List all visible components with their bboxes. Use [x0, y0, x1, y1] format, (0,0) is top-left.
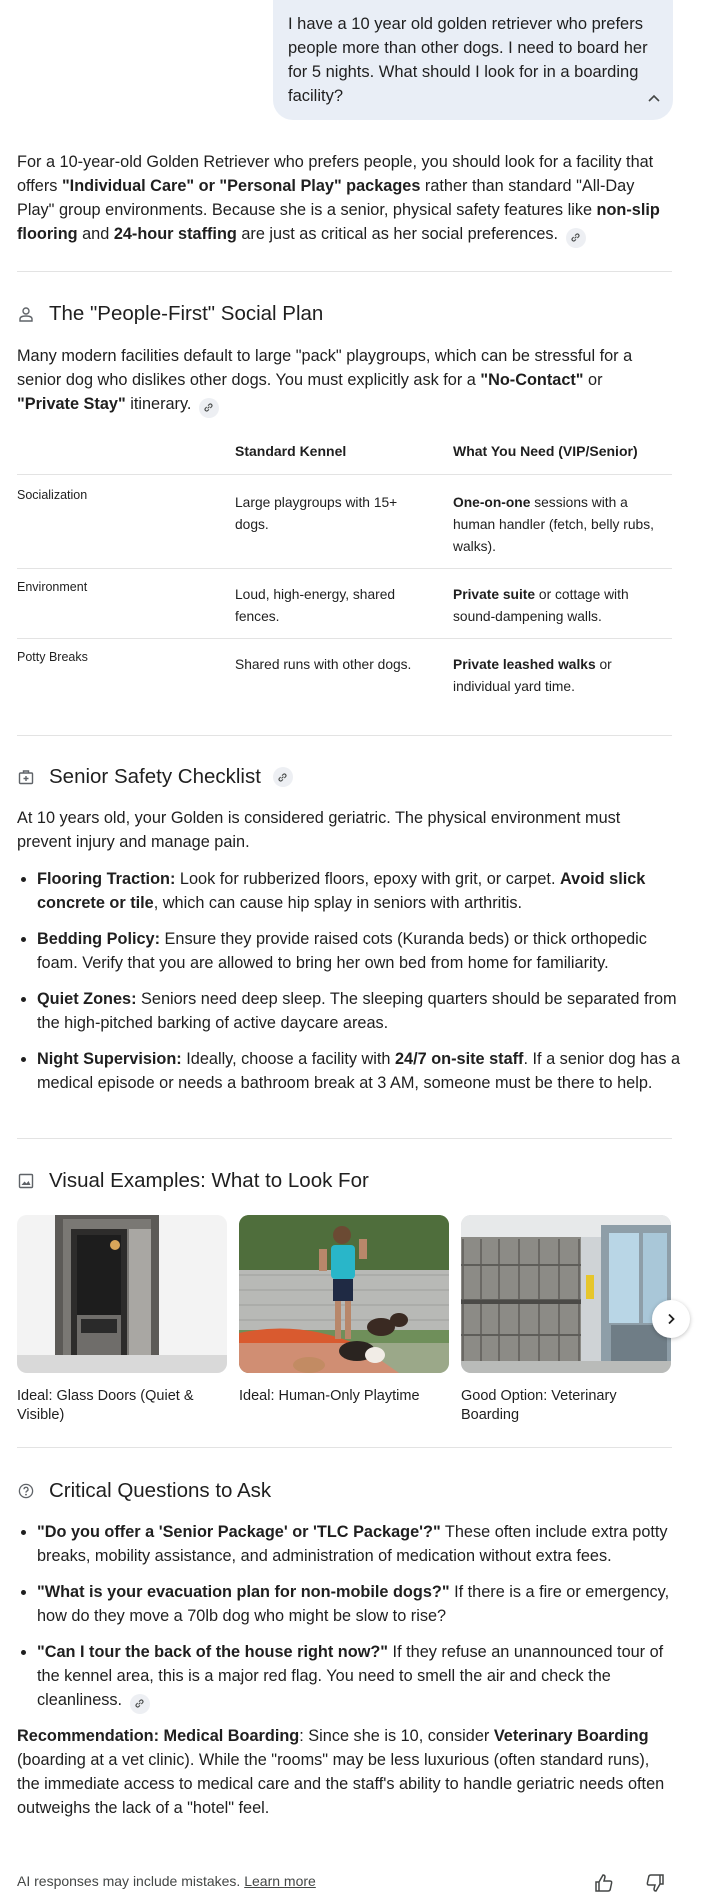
table-cell: Shared runs with other dogs.	[235, 657, 412, 672]
chevron-right-icon	[665, 1313, 677, 1325]
recommendation-text: : Since she is 10, consider	[299, 1727, 494, 1745]
help-circle-icon	[17, 1482, 35, 1500]
intro-text: and	[77, 225, 114, 243]
social-bold: "Private Stay"	[17, 395, 126, 413]
table-divider	[17, 474, 672, 475]
intro-text: are just as critical as her social preferences.	[236, 225, 559, 243]
carousel-next-button[interactable]	[652, 1300, 690, 1338]
list-item-bold: "Do you offer a 'Senior Package' or 'TLC Package'?"	[37, 1523, 441, 1541]
list-item	[37, 1047, 687, 1095]
table-cell-bold: Private suite	[453, 587, 536, 602]
list-item-bold: 24/7 on-site staff	[395, 1050, 524, 1068]
thumbs-up-icon[interactable]	[593, 1872, 615, 1894]
section-heading	[17, 299, 323, 329]
safety-intro-paragraph: At 10 years old, your Golden is considered geriatric. The physical environment must prevent injury and manage pain.	[17, 809, 621, 851]
safety-checklist	[17, 867, 687, 1107]
image-caption: Ideal: Glass Doors (Quiet & Visible)	[17, 1388, 194, 1423]
intro-text: rather than standard "All-Day Play" group environments. Because she is a senior, physical safety features like	[17, 177, 635, 219]
section-title: Senior Safety Checklist	[49, 765, 261, 788]
list-item	[37, 927, 687, 975]
table-row-label: Potty Breaks	[17, 650, 88, 664]
list-item-bold: Quiet Zones:	[37, 990, 137, 1008]
link-icon	[134, 1698, 145, 1709]
social-plan-paragraph	[17, 344, 667, 418]
link-icon	[570, 232, 581, 243]
human-playtime-image	[239, 1215, 449, 1373]
section-title: The "People-First" Social Plan	[49, 302, 324, 325]
list-item	[37, 1520, 687, 1568]
image-caption: Good Option: Veterinary Boarding	[461, 1388, 617, 1423]
thumbs-down-icon[interactable]	[644, 1872, 666, 1894]
list-item-text: Seniors need deep sleep. The sleeping quarters should be separated from the high-pitched barking of active daycare areas.	[37, 990, 677, 1032]
source-link-chip[interactable]	[273, 767, 293, 787]
table-row-label: Environment	[17, 580, 88, 594]
table-header-cell: What You Need (VIP/Senior)	[453, 443, 638, 459]
table-cell	[453, 584, 668, 628]
footer-disclaimer	[17, 1873, 316, 1889]
link-icon	[203, 402, 214, 413]
list-item-bold: Bedding Policy:	[37, 930, 161, 948]
table-divider	[17, 638, 672, 639]
image-icon	[17, 1172, 35, 1190]
veterinary-boarding-image	[461, 1215, 671, 1373]
image-caption: Ideal: Human-Only Playtime	[239, 1388, 420, 1404]
list-item	[37, 987, 687, 1035]
list-item	[37, 1580, 687, 1628]
table-row-label: Socialization	[17, 488, 88, 502]
recommendation-bold: Veterinary Boarding	[493, 1727, 649, 1745]
image-card[interactable]	[17, 1215, 227, 1425]
table-cell	[453, 654, 668, 698]
list-item-text: . If a senior dog has a medical episode or needs a bathroom break at 3 AM, someone must be there to help.	[37, 1050, 681, 1092]
social-text: or	[583, 371, 603, 389]
table-cell-bold: One-on-one	[453, 495, 531, 510]
list-item-text: Ideally, choose a facility with	[181, 1050, 395, 1068]
section-title: Visual Examples: What to Look For	[49, 1169, 369, 1192]
chevron-up-icon[interactable]	[648, 94, 660, 102]
section-title: Critical Questions to Ask	[49, 1479, 272, 1502]
divider	[17, 1138, 672, 1139]
divider	[17, 735, 672, 736]
list-item-bold: "Can I tour the back of the house right now?"	[37, 1643, 389, 1661]
list-item-bold: Avoid slick concrete or tile	[37, 870, 646, 912]
source-link-chip[interactable]	[130, 1694, 150, 1714]
image-card[interactable]	[461, 1215, 671, 1425]
intro-bold: 24-hour staffing	[113, 225, 237, 243]
list-item-text: If they refuse an unannounced tour of the kennel area, this is a major red flag. You need to smell the air and check the cleanliness.	[37, 1643, 664, 1709]
divider	[17, 1447, 672, 1448]
disclaimer-text: AI responses may include mistakes.	[17, 1873, 241, 1889]
section-heading	[17, 1166, 369, 1196]
table-cell: Loud, high-energy, shared fences.	[235, 587, 396, 624]
learn-more-link[interactable]: Learn more	[244, 1873, 316, 1889]
table-cell-bold: Private leashed walks	[453, 657, 596, 672]
social-bold: "No-Contact"	[480, 371, 584, 389]
person-icon	[17, 305, 35, 323]
section-heading	[17, 762, 293, 792]
table-cell-text: or cottage with sound-dampening walls.	[453, 587, 629, 624]
image-card[interactable]	[239, 1215, 449, 1406]
intro-bold: non-slip flooring	[17, 201, 660, 243]
list-item-bold: "What is your evacuation plan for non-mobile dogs?"	[37, 1583, 450, 1601]
list-item-bold: Flooring Traction:	[37, 870, 176, 888]
questions-list	[17, 1520, 687, 1726]
source-link-chip[interactable]	[199, 398, 219, 418]
source-link-chip[interactable]	[566, 228, 586, 248]
list-item-bold: Night Supervision:	[37, 1050, 182, 1068]
divider	[17, 271, 672, 272]
user-message-text: I have a 10 year old golden retriever who prefers people more than other dogs. I need to board her for 5 nights. What should I look for in a boarding facility?	[288, 15, 648, 105]
social-text: Many modern facilities default to large "pack" playgroups, which can be stressful for a senior dog who dislikes other dogs. You must explicitly ask for a	[17, 347, 633, 389]
list-item-text: If there is a fire or emergency, how do they move a 70lb dog who might be slow to rise?	[37, 1583, 670, 1625]
list-item	[37, 867, 687, 915]
list-item-text: Look for rubberized floors, epoxy with grit, or carpet.	[175, 870, 560, 888]
list-item-text: Ensure they provide raised cots (Kuranda beds) or thick orthopedic foam. Verify that you are allowed to bring her own bed from home for familiarity.	[37, 930, 647, 972]
link-icon	[277, 772, 288, 783]
intro-text: For a 10-year-old Golden Retriever who prefers people, you should look for a facility that offers	[17, 153, 654, 195]
table-cell	[453, 492, 668, 558]
first-aid-kit-icon	[17, 768, 35, 786]
table-cell-text: sessions with a human handler (fetch, belly rubs, walks).	[453, 495, 654, 554]
recommendation-text: (boarding at a vet clinic). While the "rooms" may be less luxurious (often standard runs), the immediate access to medical care and the staff's ability to handle geriatric needs often outweighs the lack of a "hotel" feel.	[17, 1751, 665, 1817]
intro-bold: "Individual Care" or "Personal Play" packages	[61, 177, 421, 195]
glass-door-suite-image	[17, 1215, 227, 1373]
list-item	[37, 1640, 687, 1714]
list-item-text: , which can cause hip splay in seniors with arthritis.	[153, 894, 523, 912]
list-item-text: These often include extra potty breaks, mobility assistance, and administration of medication without extra fees.	[37, 1523, 668, 1565]
table-header-cell: Standard Kennel	[235, 443, 347, 459]
intro-paragraph	[17, 150, 667, 248]
user-message-bubble	[273, 0, 673, 120]
recommendation-bold: Recommendation: Medical Boarding	[17, 1727, 300, 1745]
section-heading	[17, 1476, 271, 1506]
recommendation-paragraph	[17, 1724, 667, 1820]
social-text: itinerary.	[125, 395, 192, 413]
table-divider	[17, 568, 672, 569]
table-cell-text: or individual yard time.	[453, 657, 612, 694]
table-cell: Large playgroups with 15+ dogs.	[235, 495, 398, 532]
